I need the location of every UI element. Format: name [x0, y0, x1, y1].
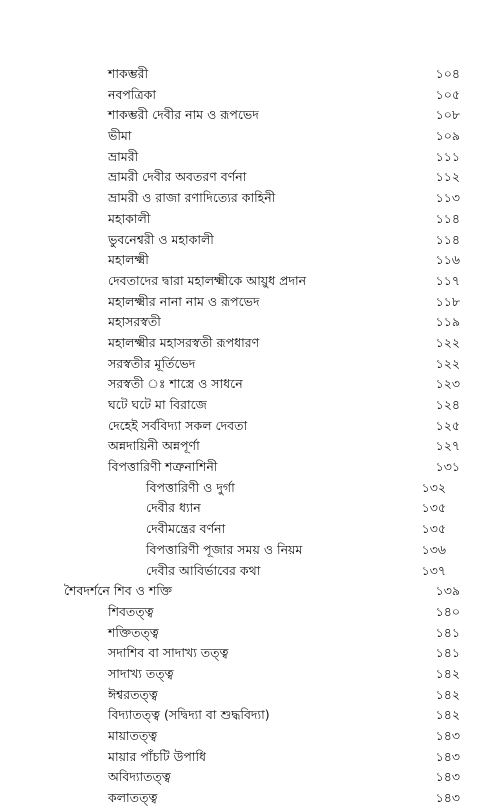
toc-entry-title: দেবীমন্ত্রের বর্ণনা — [146, 521, 226, 537]
toc-entry — [0, 85, 502, 106]
toc-entry — [0, 581, 502, 602]
toc-entry-page-number: ১৪৩ — [435, 790, 460, 806]
toc-entry-title: বিদ্যাতত্ত্ব (সদ্বিদ্যা বা শুদ্ধবিদ্যা) — [108, 707, 270, 723]
toc-entry — [0, 105, 502, 126]
toc-entry — [0, 436, 502, 457]
toc-entry-title: ঈশ্বরতত্ত্ব — [108, 686, 158, 702]
toc-entry-page-number: ১১৯ — [435, 314, 460, 330]
toc-entry-title: ভ্রামরী দেবীর অবতরণ বর্ণনা — [108, 169, 247, 185]
toc-entry-title: শক্তিতত্ত্ব — [108, 624, 159, 640]
toc-entry-page-number: ১২৭ — [435, 438, 460, 454]
toc-entry-page-number: ১৪৩ — [435, 748, 460, 764]
toc-entry — [0, 602, 502, 623]
toc-entry-page-number: ১১৬ — [435, 252, 460, 268]
toc-entry — [0, 788, 502, 809]
toc-entry — [0, 457, 502, 478]
toc-entry-page-number: ১২২ — [435, 355, 460, 371]
toc-entry-title: বিপত্তারিণী পূজার সময় ও নিয়ম — [146, 541, 303, 557]
toc-entry — [0, 333, 502, 354]
toc-entry-page-number: ১৩৫ — [421, 500, 446, 516]
toc-entry-title: কলাতত্ত্ব — [108, 790, 158, 806]
toc-entry-title: অবিদ্যাতত্ত্ব — [108, 769, 171, 785]
toc-entry-page-number: ১০৫ — [435, 86, 460, 102]
toc-entry-title: সরস্বতীর মূর্তিভেদ — [108, 355, 196, 371]
toc-entry — [0, 519, 502, 540]
toc-entry-page-number: ১৩৫ — [421, 521, 446, 537]
toc-entry — [0, 374, 502, 395]
toc-entry-title: বিপত্তারিণী শত্রুনাশিনী — [108, 459, 218, 475]
toc-entry-title: দেবীর ধ্যান — [146, 500, 201, 516]
toc-entry-page-number: ১৪৩ — [435, 769, 460, 785]
toc-entry-page-number: ১২৫ — [435, 417, 460, 433]
toc-entry-page-number: ১৩৭ — [421, 562, 446, 578]
toc-entry-title: ঘটে ঘটে মা বিরাজে — [108, 397, 207, 412]
toc-entry-page-number: ১১৩ — [435, 190, 460, 206]
toc-entry-page-number: ১১৮ — [435, 293, 460, 309]
toc-entry-title: ভীমা — [108, 128, 132, 144]
toc-entry — [0, 250, 502, 271]
toc-entry — [0, 209, 502, 230]
toc-entry-title: মহালক্ষ্মীর নানা নাম ও রূপভেদ — [108, 293, 260, 309]
toc-entry — [0, 561, 502, 582]
toc-entry-title: ভ্রামরী — [108, 148, 139, 164]
toc-entry — [0, 416, 502, 437]
toc-entry — [0, 126, 502, 147]
toc-entry-page-number: ১৪৩ — [435, 728, 460, 743]
toc-entry-title: নবপত্রিকা — [108, 86, 157, 102]
toc-entry-page-number: ১৩৬ — [421, 541, 446, 557]
toc-entry-title: সদাশিব বা সাদাখ্য তত্ত্ব — [108, 645, 229, 661]
toc-entry-title: ভুবনেশ্বরী ও মহাকালী — [108, 231, 214, 247]
table-of-contents — [0, 64, 502, 809]
toc-entry-title: মহালক্ষ্মী — [108, 252, 149, 268]
toc-entry — [0, 188, 502, 209]
toc-entry-title: মহাকালী — [108, 210, 151, 226]
toc-entry — [0, 664, 502, 685]
toc-entry — [0, 478, 502, 499]
toc-entry-page-number: ১০৪ — [435, 66, 460, 81]
toc-entry-title: মহালক্ষ্মীর মহাসরস্বতী রূপধারণ — [108, 334, 260, 350]
toc-entry-title: মহাসরস্বতী — [108, 314, 161, 330]
toc-entry-page-number: ১৪২ — [435, 686, 460, 702]
toc-entry — [0, 747, 502, 768]
toc-entry-page-number: ১১৪ — [435, 210, 460, 226]
toc-entry-page-number: ১০৯ — [435, 128, 460, 144]
toc-entry-title: অন্নদায়িনী অন্নপূর্ণা — [108, 438, 200, 454]
toc-entry-title: মায়ার পাঁচটি উপাধি — [108, 748, 207, 764]
toc-entry-title: সাদাখ্য তত্ত্ব — [108, 665, 174, 681]
toc-entry — [0, 354, 502, 375]
toc-entry — [0, 685, 502, 706]
toc-entry-page-number: ১১১ — [435, 148, 460, 164]
toc-entry — [0, 64, 502, 85]
toc-entry-page-number: ১৪০ — [435, 603, 460, 619]
toc-entry-page-number: ১৪১ — [435, 624, 460, 640]
toc-entry-title: শাকম্ভরী দেবীর নাম ও রূপভেদ — [108, 107, 259, 123]
toc-entry — [0, 147, 502, 168]
toc-entry-page-number: ১৩১ — [435, 459, 460, 475]
toc-entry-title: দেবীর আবির্ভাবের কথা — [146, 562, 261, 578]
toc-entry-page-number: ১৪২ — [435, 665, 460, 681]
toc-entry — [0, 726, 502, 747]
toc-entry-page-number: ১০৮ — [435, 107, 460, 123]
toc-entry — [0, 767, 502, 788]
toc-entry-title: মায়াতত্ত্ব — [108, 728, 158, 743]
toc-entry-page-number: ১৩৯ — [435, 583, 460, 599]
toc-entry-title: বিপত্তারিণী ও দুর্গা — [146, 479, 235, 495]
toc-entry-page-number: ১২২ — [435, 334, 460, 350]
toc-entry — [0, 167, 502, 188]
toc-entry — [0, 498, 502, 519]
toc-entry — [0, 540, 502, 561]
toc-entry-title: শাকম্ভরী — [108, 66, 149, 81]
toc-entry — [0, 643, 502, 664]
toc-entry-page-number: ১৩২ — [421, 479, 446, 495]
toc-entry-title: শৈবদর্শনে শিব ও শক্তি — [64, 583, 173, 599]
toc-entry-page-number: ১২৩ — [435, 376, 460, 392]
toc-entry-page-number: ১১২ — [435, 169, 460, 185]
toc-entry-page-number: ১৪২ — [435, 707, 460, 723]
toc-entry-page-number: ১১৭ — [435, 272, 460, 288]
toc-entry-title: দেহেই সর্ববিদ্যা সকল দেবতা — [108, 417, 248, 433]
toc-entry-title: ভ্রামরী ও রাজা রণাদিত্যের কাহিনী — [108, 190, 276, 206]
toc-entry — [0, 623, 502, 644]
toc-entry — [0, 705, 502, 726]
toc-entry-title: সরস্বতী ঃ শাস্ত্রে ও সাধনে — [108, 376, 243, 392]
toc-entry-page-number: ১২৪ — [435, 397, 460, 412]
toc-entry — [0, 312, 502, 333]
toc-entry — [0, 395, 502, 416]
toc-entry-page-number: ১১৪ — [435, 231, 460, 247]
toc-entry-page-number: ১৪১ — [435, 645, 460, 661]
toc-entry — [0, 292, 502, 313]
toc-entry-title: শিবতত্ত্ব — [108, 603, 154, 619]
toc-entry — [0, 271, 502, 292]
toc-entry — [0, 230, 502, 251]
toc-entry-title: দেবতাদের দ্বারা মহালক্ষ্মীকে আয়ুধ প্রদান — [108, 272, 307, 288]
